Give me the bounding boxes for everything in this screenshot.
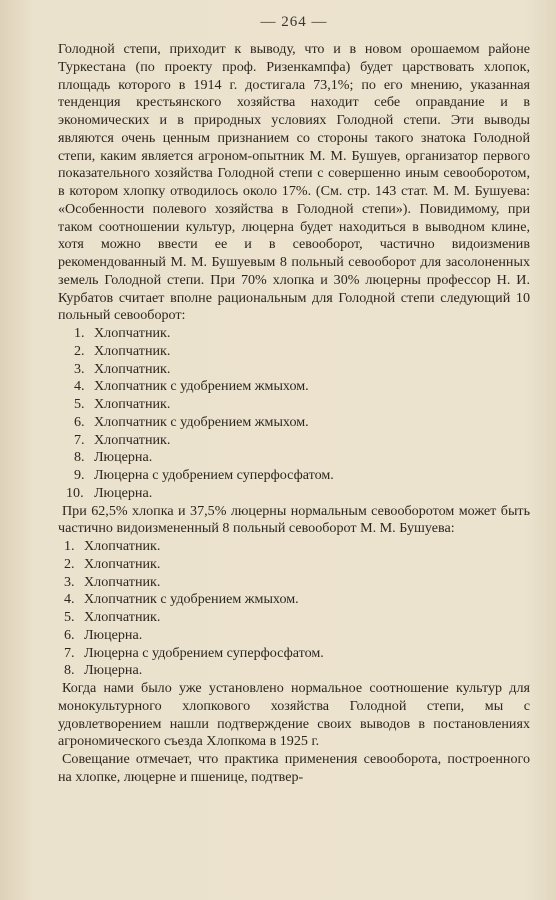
list-item: 4. Хлопчатник с удобрением жмыхом.	[74, 378, 309, 395]
list-item: 5. Хлопчатник.	[74, 396, 171, 412]
list-item: 7. Хлопчатник.	[74, 431, 171, 448]
list-item: 2. Хлопчатник.	[64, 555, 161, 572]
paragraph: Когда нами было уже установлено нормальное соотношение культур для монокультурного хлопкового хозяйства Голодной степи, мы с удовлетворением нашли подтверждение своих выводов в постановлениях агрономического съезда Хлопкома в 1925 г.	[58, 680, 530, 750]
eight-field-rotation-list	[58, 538, 530, 680]
list-item: 9. Люцерна с удобрением суперфосфатом.	[74, 467, 334, 483]
list-item: 7. Люцерна с удобрением суперфосфатом.	[64, 644, 324, 661]
list-item: 6. Хлопчатник с удобрением жмыхом.	[74, 413, 309, 430]
list-item: 2. Хлопчатник.	[74, 342, 171, 359]
paragraph: Совещание отмечает, что практика применения севооборота, построенного на хлопке, люцерне и пшенице, подтвер-	[58, 751, 530, 785]
list-item: 1. Хлопчатник.	[64, 538, 161, 554]
paragraph: Голодной степи, приходит к выводу, что и в новом орошаемом районе Туркестана (по проекту проф. Ризенкампфа) будет царствовать хлопок, площадь которого в 1914 г. достигала 73,1%; по его мнению, указанная тенденция крестьянского хозяйства находит себе оправдание и в экономических и в природных условиях Голодной степи. Эти выводы являются очень ценным признанием со стороны такого знатока Голодной степи, каким является агроном-опытник М. М. Бушуев, организатор первого показательного хозяйства Голодной степи с совершенно иным севооборотом, в котором хлопку отводилось около 17%. (См. стр. 143 стат. М. М. Бушуева: «Особенности полевого хозяйства в Голодной степи»). Повидимому, при таком соотношении культур, люцерна будет находиться в выводном клине, хотя можно ввести ее и в севооборот, частично видоизменив рекомендованный М. М. Бушуевым 8 польный севооборот для засолоненных земель Голодной степи. При 70% хлопка и 30% люцерны профессор Н. И. Курбатов считает вполне рациональным для Голодной степи следующий 10 польный севооборот:	[58, 41, 530, 324]
list-item: 10. Люцерна.	[66, 484, 153, 501]
list-item: 3. Хлопчатник.	[74, 360, 171, 377]
list-item: 3. Хлопчатник.	[64, 573, 161, 590]
list-item: 6. Люцерна.	[64, 626, 143, 643]
list-item: 5. Хлопчатник.	[64, 609, 161, 625]
page-body	[58, 41, 530, 787]
list-item: 8. Люцерна.	[74, 449, 153, 466]
list-item: 1. Хлопчатник.	[74, 325, 171, 341]
page-number: — 264 —	[260, 14, 328, 30]
list-item: 4. Хлопчатник с удобрением жмыхом.	[64, 591, 299, 608]
list-item: 8. Люцерна.	[64, 662, 143, 679]
paragraph: При 62,5% хлопка и 37,5% люцерны нормальным севооборотом может быть частично видоизмененный 8 польный севооборот М. М. Бушуева:	[58, 502, 530, 537]
ten-field-rotation-list	[58, 325, 530, 503]
